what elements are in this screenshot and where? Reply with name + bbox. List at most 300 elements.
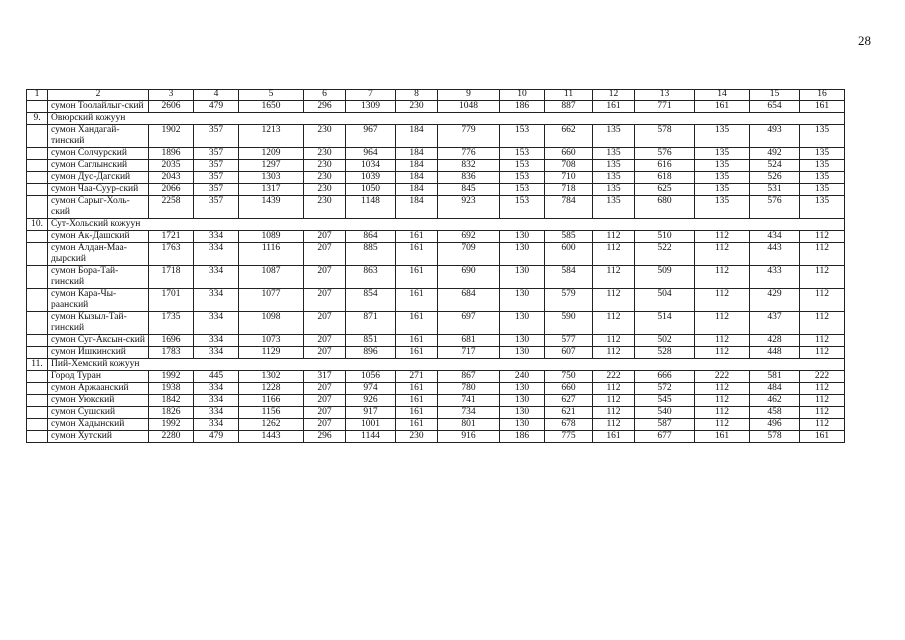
value-cell: 186	[500, 431, 545, 443]
row-index	[27, 371, 48, 383]
value-cell: 1213	[239, 125, 304, 148]
value-cell: 112	[800, 395, 845, 407]
value-cell: 130	[500, 419, 545, 431]
value-cell: 161	[695, 101, 750, 113]
value-cell: 584	[545, 266, 593, 289]
value-cell: 514	[635, 312, 695, 335]
value-cell: 492	[750, 148, 800, 160]
value-cell: 112	[800, 407, 845, 419]
header-cell: 11	[545, 90, 593, 101]
table-row	[27, 148, 845, 160]
value-cell: 1650	[239, 101, 304, 113]
row-index	[27, 101, 48, 113]
value-cell: 161	[396, 419, 438, 431]
value-cell: 708	[545, 160, 593, 172]
row-name: сумон Бора-Тай-гинский	[48, 266, 149, 289]
value-cell: 690	[438, 266, 500, 289]
header-cell: 5	[239, 90, 304, 101]
value-cell: 1156	[239, 407, 304, 419]
row-name: сумон Хандагай-тинский	[48, 125, 149, 148]
value-cell: 854	[346, 289, 396, 312]
value-cell: 590	[545, 312, 593, 335]
value-cell: 697	[438, 312, 500, 335]
value-cell: 207	[304, 289, 346, 312]
value-cell: 112	[695, 347, 750, 359]
value-cell: 161	[396, 395, 438, 407]
row-name: сумон Хутский	[48, 431, 149, 443]
value-cell: 153	[500, 184, 545, 196]
value-cell: 1701	[149, 289, 194, 312]
value-cell: 112	[800, 243, 845, 266]
value-cell: 587	[635, 419, 695, 431]
value-cell: 654	[750, 101, 800, 113]
value-cell: 1443	[239, 431, 304, 443]
value-cell: 1048	[438, 101, 500, 113]
table-row	[27, 160, 845, 172]
value-cell: 576	[635, 148, 695, 160]
table-row	[27, 312, 845, 335]
value-cell: 662	[545, 125, 593, 148]
value-cell: 240	[500, 371, 545, 383]
value-cell: 112	[593, 395, 635, 407]
value-cell: 1087	[239, 266, 304, 289]
row-index	[27, 160, 48, 172]
value-cell: 437	[750, 312, 800, 335]
value-cell: 1001	[346, 419, 396, 431]
value-cell: 230	[304, 184, 346, 196]
value-cell: 334	[194, 312, 239, 335]
row-index	[27, 395, 48, 407]
value-cell: 510	[635, 231, 695, 243]
value-cell: 1303	[239, 172, 304, 184]
value-cell: 184	[396, 184, 438, 196]
value-cell: 433	[750, 266, 800, 289]
table-row	[27, 335, 845, 347]
value-cell: 1034	[346, 160, 396, 172]
value-cell: 317	[304, 371, 346, 383]
section-row	[27, 113, 845, 125]
value-cell: 135	[800, 196, 845, 219]
header-cell: 9	[438, 90, 500, 101]
value-cell: 741	[438, 395, 500, 407]
value-cell: 917	[346, 407, 396, 419]
value-cell: 112	[695, 289, 750, 312]
value-cell: 357	[194, 196, 239, 219]
value-cell: 887	[545, 101, 593, 113]
section-title: Сут-Хольский кожуун	[48, 219, 845, 231]
value-cell: 1902	[149, 125, 194, 148]
value-cell: 135	[593, 148, 635, 160]
value-cell: 1938	[149, 383, 194, 395]
value-cell: 692	[438, 231, 500, 243]
row-index	[27, 347, 48, 359]
value-cell: 112	[593, 407, 635, 419]
value-cell: 130	[500, 335, 545, 347]
value-cell: 2043	[149, 172, 194, 184]
value-cell: 135	[695, 160, 750, 172]
value-cell: 130	[500, 289, 545, 312]
row-name: сумон Ак-Дашский	[48, 231, 149, 243]
value-cell: 1696	[149, 335, 194, 347]
row-index	[27, 312, 48, 335]
value-cell: 296	[304, 101, 346, 113]
value-cell: 1050	[346, 184, 396, 196]
header-cell: 4	[194, 90, 239, 101]
value-cell: 161	[396, 243, 438, 266]
value-cell: 230	[396, 101, 438, 113]
table-row	[27, 266, 845, 289]
table-row	[27, 431, 845, 443]
value-cell: 130	[500, 231, 545, 243]
value-cell: 1735	[149, 312, 194, 335]
header-cell: 2	[48, 90, 149, 101]
value-cell: 153	[500, 148, 545, 160]
row-index	[27, 243, 48, 266]
table-row	[27, 196, 845, 219]
value-cell: 135	[593, 160, 635, 172]
row-name: сумон Алдан-Маа-дырский	[48, 243, 149, 266]
value-cell: 896	[346, 347, 396, 359]
value-cell: 1992	[149, 419, 194, 431]
value-cell: 509	[635, 266, 695, 289]
value-cell: 1718	[149, 266, 194, 289]
table-row	[27, 184, 845, 196]
value-cell: 710	[545, 172, 593, 184]
value-cell: 1098	[239, 312, 304, 335]
value-cell: 718	[545, 184, 593, 196]
value-cell: 112	[593, 335, 635, 347]
value-cell: 916	[438, 431, 500, 443]
value-cell: 2066	[149, 184, 194, 196]
value-cell: 1077	[239, 289, 304, 312]
value-cell: 660	[545, 383, 593, 395]
value-cell: 161	[396, 266, 438, 289]
row-index	[27, 184, 48, 196]
value-cell: 1056	[346, 371, 396, 383]
value-cell: 112	[695, 312, 750, 335]
value-cell: 502	[635, 335, 695, 347]
value-cell: 1783	[149, 347, 194, 359]
value-cell: 677	[635, 431, 695, 443]
table-row	[27, 172, 845, 184]
value-cell: 540	[635, 407, 695, 419]
value-cell: 1992	[149, 371, 194, 383]
value-cell: 522	[635, 243, 695, 266]
value-cell: 112	[800, 335, 845, 347]
value-cell: 618	[635, 172, 695, 184]
value-cell: 135	[800, 184, 845, 196]
value-cell: 207	[304, 407, 346, 419]
row-index	[27, 196, 48, 219]
value-cell: 230	[304, 160, 346, 172]
value-cell: 2606	[149, 101, 194, 113]
value-cell: 135	[593, 196, 635, 219]
value-cell: 1039	[346, 172, 396, 184]
value-cell: 135	[593, 184, 635, 196]
row-index	[27, 383, 48, 395]
value-cell: 130	[500, 407, 545, 419]
row-name: сумон Чаа-Суур-ский	[48, 184, 149, 196]
row-index	[27, 431, 48, 443]
value-cell: 1228	[239, 383, 304, 395]
value-cell: 750	[545, 371, 593, 383]
value-cell: 153	[500, 196, 545, 219]
value-cell: 184	[396, 148, 438, 160]
value-cell: 443	[750, 243, 800, 266]
value-cell: 112	[800, 231, 845, 243]
value-cell: 207	[304, 231, 346, 243]
value-cell: 1297	[239, 160, 304, 172]
value-cell: 161	[396, 407, 438, 419]
value-cell: 625	[635, 184, 695, 196]
value-cell: 1089	[239, 231, 304, 243]
value-cell: 974	[346, 383, 396, 395]
value-cell: 1896	[149, 148, 194, 160]
value-cell: 130	[500, 395, 545, 407]
value-cell: 627	[545, 395, 593, 407]
value-cell: 112	[695, 266, 750, 289]
value-cell: 1262	[239, 419, 304, 431]
value-cell: 112	[695, 383, 750, 395]
value-cell: 1129	[239, 347, 304, 359]
value-cell: 161	[396, 289, 438, 312]
table-row	[27, 125, 845, 148]
value-cell: 621	[545, 407, 593, 419]
value-cell: 1209	[239, 148, 304, 160]
value-cell: 112	[593, 266, 635, 289]
value-cell: 334	[194, 266, 239, 289]
value-cell: 161	[695, 431, 750, 443]
value-cell: 775	[545, 431, 593, 443]
value-cell: 230	[304, 172, 346, 184]
row-index	[27, 125, 48, 148]
value-cell: 135	[800, 148, 845, 160]
row-name: сумон Сарыг-Холь-ский	[48, 196, 149, 219]
value-cell: 923	[438, 196, 500, 219]
header-cell: 13	[635, 90, 695, 101]
section-title: Овюрский кожуун	[48, 113, 845, 125]
header-cell: 3	[149, 90, 194, 101]
row-name: сумон Кызыл-Тай-гинский	[48, 312, 149, 335]
value-cell: 130	[500, 243, 545, 266]
value-cell: 130	[500, 383, 545, 395]
value-cell: 2280	[149, 431, 194, 443]
row-index	[27, 419, 48, 431]
row-name: сумон Сушский	[48, 407, 149, 419]
value-cell: 579	[545, 289, 593, 312]
value-cell: 1826	[149, 407, 194, 419]
value-cell: 112	[800, 419, 845, 431]
value-cell: 885	[346, 243, 396, 266]
value-cell: 528	[635, 347, 695, 359]
row-index	[27, 335, 48, 347]
value-cell: 112	[695, 231, 750, 243]
table-row	[27, 289, 845, 312]
value-cell: 545	[635, 395, 695, 407]
value-cell: 230	[304, 148, 346, 160]
value-cell: 130	[500, 312, 545, 335]
value-cell: 1073	[239, 335, 304, 347]
row-index	[27, 289, 48, 312]
value-cell: 135	[800, 172, 845, 184]
value-cell: 161	[593, 101, 635, 113]
row-name: сумон Ишкинский	[48, 347, 149, 359]
page-number: 28	[858, 33, 871, 48]
section-row	[27, 359, 845, 371]
value-cell: 184	[396, 196, 438, 219]
value-cell: 112	[695, 243, 750, 266]
section-index: 10.	[27, 219, 48, 231]
value-cell: 271	[396, 371, 438, 383]
row-name: сумон Аржаанский	[48, 383, 149, 395]
value-cell: 357	[194, 172, 239, 184]
value-cell: 112	[695, 395, 750, 407]
value-cell: 2258	[149, 196, 194, 219]
value-cell: 845	[438, 184, 500, 196]
value-cell: 161	[396, 335, 438, 347]
value-cell: 153	[500, 125, 545, 148]
value-cell: 680	[635, 196, 695, 219]
value-cell: 222	[695, 371, 750, 383]
value-cell: 230	[396, 431, 438, 443]
value-cell: 871	[346, 312, 396, 335]
value-cell: 524	[750, 160, 800, 172]
value-cell: 135	[800, 160, 845, 172]
value-cell: 334	[194, 395, 239, 407]
value-cell: 112	[593, 289, 635, 312]
value-cell: 531	[750, 184, 800, 196]
value-cell: 222	[593, 371, 635, 383]
value-cell: 207	[304, 312, 346, 335]
value-cell: 660	[545, 148, 593, 160]
table-row	[27, 231, 845, 243]
value-cell: 779	[438, 125, 500, 148]
value-cell: 1302	[239, 371, 304, 383]
value-cell: 334	[194, 347, 239, 359]
row-index	[27, 172, 48, 184]
value-cell: 458	[750, 407, 800, 419]
row-index	[27, 407, 48, 419]
value-cell: 836	[438, 172, 500, 184]
value-cell: 334	[194, 335, 239, 347]
value-cell: 184	[396, 125, 438, 148]
row-name: сумон Уюкский	[48, 395, 149, 407]
value-cell: 207	[304, 383, 346, 395]
value-cell: 112	[593, 312, 635, 335]
value-cell: 135	[695, 184, 750, 196]
value-cell: 780	[438, 383, 500, 395]
row-name: сумон Тоолайлыг-ский	[48, 101, 149, 113]
value-cell: 572	[635, 383, 695, 395]
header-cell: 16	[800, 90, 845, 101]
value-cell: 135	[800, 125, 845, 148]
value-cell: 230	[304, 196, 346, 219]
value-cell: 484	[750, 383, 800, 395]
value-cell: 161	[396, 347, 438, 359]
table-row	[27, 395, 845, 407]
value-cell: 967	[346, 125, 396, 148]
value-cell: 161	[800, 431, 845, 443]
value-cell: 1842	[149, 395, 194, 407]
section-row	[27, 219, 845, 231]
value-cell: 1317	[239, 184, 304, 196]
value-cell: 184	[396, 160, 438, 172]
value-cell: 616	[635, 160, 695, 172]
value-cell: 112	[800, 289, 845, 312]
value-cell: 135	[695, 148, 750, 160]
header-cell: 10	[500, 90, 545, 101]
row-name: сумон Солчурский	[48, 148, 149, 160]
value-cell: 1144	[346, 431, 396, 443]
value-cell: 334	[194, 407, 239, 419]
section-index: 11.	[27, 359, 48, 371]
value-cell: 964	[346, 148, 396, 160]
value-cell: 717	[438, 347, 500, 359]
value-cell: 153	[500, 160, 545, 172]
value-cell: 130	[500, 266, 545, 289]
value-cell: 135	[695, 196, 750, 219]
value-cell: 135	[593, 172, 635, 184]
header-cell: 7	[346, 90, 396, 101]
value-cell: 112	[695, 419, 750, 431]
value-cell: 207	[304, 243, 346, 266]
value-cell: 784	[545, 196, 593, 219]
value-cell: 334	[194, 419, 239, 431]
value-cell: 184	[396, 172, 438, 184]
value-cell: 428	[750, 335, 800, 347]
value-cell: 448	[750, 347, 800, 359]
header-cell: 8	[396, 90, 438, 101]
value-cell: 161	[800, 101, 845, 113]
value-cell: 479	[194, 431, 239, 443]
value-cell: 684	[438, 289, 500, 312]
value-cell: 207	[304, 335, 346, 347]
value-cell: 334	[194, 243, 239, 266]
header-cell: 15	[750, 90, 800, 101]
table-row	[27, 243, 845, 266]
header-cell: 6	[304, 90, 346, 101]
value-cell: 526	[750, 172, 800, 184]
value-cell: 207	[304, 419, 346, 431]
value-cell: 334	[194, 383, 239, 395]
value-cell: 153	[500, 172, 545, 184]
value-cell: 493	[750, 125, 800, 148]
value-cell: 186	[500, 101, 545, 113]
value-cell: 112	[593, 243, 635, 266]
value-cell: 607	[545, 347, 593, 359]
value-cell: 926	[346, 395, 396, 407]
header-row	[27, 90, 845, 101]
row-name: сумон Хадынский	[48, 419, 149, 431]
value-cell: 161	[593, 431, 635, 443]
value-cell: 504	[635, 289, 695, 312]
value-cell: 734	[438, 407, 500, 419]
value-cell: 832	[438, 160, 500, 172]
row-name: сумон Саглынский	[48, 160, 149, 172]
data-table	[26, 89, 845, 443]
row-name: сумон Дус-Дагский	[48, 172, 149, 184]
value-cell: 801	[438, 419, 500, 431]
value-cell: 112	[695, 407, 750, 419]
value-cell: 864	[346, 231, 396, 243]
header-cell: 14	[695, 90, 750, 101]
value-cell: 357	[194, 184, 239, 196]
value-cell: 1116	[239, 243, 304, 266]
row-index	[27, 148, 48, 160]
value-cell: 207	[304, 395, 346, 407]
value-cell: 1166	[239, 395, 304, 407]
value-cell: 135	[695, 172, 750, 184]
